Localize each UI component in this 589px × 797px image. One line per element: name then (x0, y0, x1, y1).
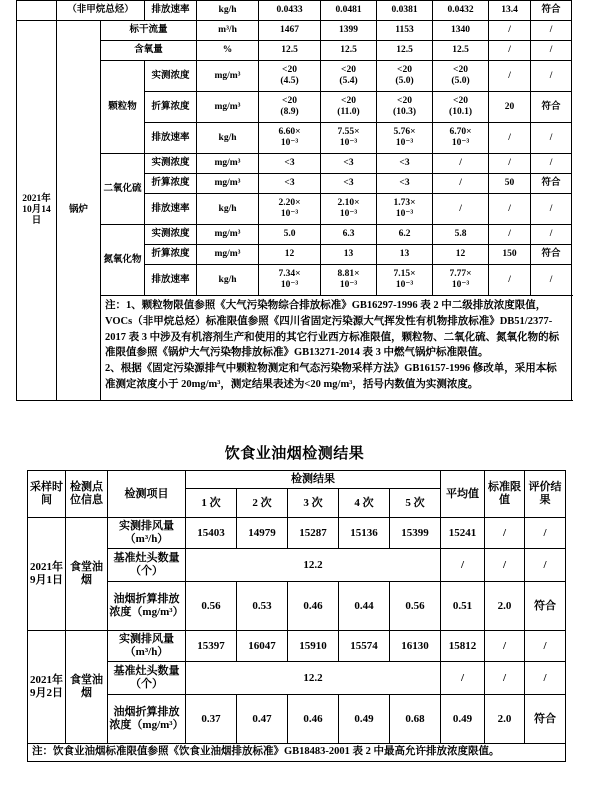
cooking-fume-table (27, 470, 566, 762)
cell-subvalue: (5.0) (451, 76, 470, 86)
value-cell: 0.56 (186, 582, 237, 631)
value-cell: 0.0433 (259, 1, 321, 21)
value-cell: 12.5 (433, 41, 489, 61)
value-cell: 14979 (237, 518, 288, 549)
value-cell: 7.15× 10⁻³ (377, 265, 433, 296)
blank-cell (17, 1, 57, 21)
table-row (28, 549, 566, 582)
value-cell: 1399 (321, 21, 377, 41)
value-cell: <3 (259, 154, 321, 174)
table-row (17, 41, 572, 61)
boiler-emission-table (16, 0, 572, 401)
cell-subvalue: (4.5) (280, 76, 299, 86)
value-cell: <20 (5.4) (321, 61, 377, 92)
header-date: 采样时间 (28, 471, 66, 518)
unit-cell: mg/m³ (197, 245, 259, 265)
sampling-date: 2021年9月2日 (28, 631, 66, 744)
value-cell: <3 (321, 174, 377, 194)
param-label: 实测浓度 (145, 154, 197, 174)
value-cell: 0.37 (186, 695, 237, 744)
table-row (28, 662, 566, 695)
average-cell: 0.51 (441, 582, 485, 631)
result-cell: 符合 (531, 1, 572, 21)
value-cell: 0.0432 (433, 1, 489, 21)
cooking-fume-note: 注：饮食业油烟标准限值参照《饮食业油烟排放标准》GB18483-2001 表 2 中最高允许排放浓度限值。 (28, 744, 566, 762)
limit-cell: / (489, 61, 531, 92)
value-cell: 15574 (339, 631, 390, 662)
value-cell: 0.47 (237, 695, 288, 744)
unit-cell: % (197, 41, 259, 61)
evaluation-cell: 符合 (525, 582, 566, 631)
table-row (28, 582, 566, 631)
limit-cell: 150 (489, 245, 531, 265)
result-cell: / (531, 225, 572, 245)
cell-subvalue: 10⁻³ (339, 209, 358, 219)
value-cell: 12.2 (186, 549, 441, 582)
value-cell: 1340 (433, 21, 489, 41)
value-cell: 1153 (377, 21, 433, 41)
header-run: 3 次 (288, 489, 339, 518)
header-evaluation: 评价结果 (525, 471, 566, 518)
value-cell: 15403 (186, 518, 237, 549)
value-cell: 7.55× 10⁻³ (321, 123, 377, 154)
average-cell: / (441, 549, 485, 582)
cell-subvalue: (5.0) (395, 76, 414, 86)
evaluation-cell: 符合 (525, 695, 566, 744)
value-cell: 2.20× 10⁻³ (259, 194, 321, 225)
table-row (17, 296, 572, 401)
boiler-table-note (101, 296, 572, 401)
limit-cell: / (485, 549, 525, 582)
value-cell: <20 (11.0) (321, 92, 377, 123)
value-cell: 7.34× 10⁻³ (259, 265, 321, 296)
value-cell: / (433, 174, 489, 194)
cell-subvalue: 10⁻³ (280, 138, 299, 148)
value-cell: 0.44 (339, 582, 390, 631)
param-label: 实测浓度 (145, 61, 197, 92)
value-cell: 12 (259, 245, 321, 265)
value-cell: 0.53 (237, 582, 288, 631)
table-row (28, 744, 566, 762)
limit-cell: / (485, 518, 525, 549)
average-cell: / (441, 662, 485, 695)
table-row (17, 154, 572, 174)
value-cell: 6.70× 10⁻³ (433, 123, 489, 154)
limit-cell: / (485, 662, 525, 695)
value-cell: 6.3 (321, 225, 377, 245)
value-cell: / (433, 194, 489, 225)
value-cell: 0.68 (390, 695, 441, 744)
param-label: 折算浓度 (145, 92, 197, 123)
value-cell: 0.0481 (321, 1, 377, 21)
result-cell: / (531, 123, 572, 154)
unit-cell: kg/h (197, 265, 259, 296)
cell-subvalue: 10⁻³ (451, 138, 470, 148)
value-cell: <20 (4.5) (259, 61, 321, 92)
header-results: 检测结果 (186, 471, 441, 489)
cell-subvalue: 10⁻³ (280, 280, 299, 290)
result-cell: 符合 (531, 174, 572, 194)
value-cell: 0.46 (288, 582, 339, 631)
item-label: 油烟折算排放浓度（mg/m³） (108, 695, 186, 744)
sampling-location: 锅炉 (57, 21, 101, 401)
cooking-fume-title: 饮食业油烟检测结果 (224, 446, 365, 462)
result-cell: / (531, 41, 572, 61)
evaluation-cell: / (525, 518, 566, 549)
sampling-date: 2021年9月1日 (28, 518, 66, 631)
cell-subvalue: 10⁻³ (339, 280, 358, 290)
unit-cell: mg/m³ (197, 92, 259, 123)
cell-subvalue: 10⁻³ (395, 209, 414, 219)
value-cell: 15287 (288, 518, 339, 549)
value-cell: 2.10× 10⁻³ (321, 194, 377, 225)
header-average: 平均值 (441, 471, 485, 518)
item-label: 实测排风量（m³/h） (108, 631, 186, 662)
limit-cell: 13.4 (489, 1, 531, 21)
item-label: 基准灶头数量（个） (108, 662, 186, 695)
item-label: 油烟折算排放浓度（mg/m³） (108, 582, 186, 631)
item-label: 实测排风量（m³/h） (108, 518, 186, 549)
value-cell: 6.60× 10⁻³ (259, 123, 321, 154)
note-line-1: 注：1、颗粒物限值参照《大气污染物综合排放标准》GB16297-1996 表 2 中二级排放浓度限值，VOCs（非甲烷总烃）标准限值参照《四川省固定污染源大气挥发性有机物排放标准》DB51/2377-2017 表 3 中涉及有机溶剂生产和使用的其它行业西方标准限值，颗粒物、二氧化硫、氮氧化物的标准限值参照《锅炉大气污染物排放标准》GB13271-2014 表 3 中燃气锅炉标准限值。 (105, 300, 560, 359)
limit-cell: / (489, 41, 531, 61)
cooking-fume-table-body (28, 471, 566, 762)
average-cell: 15812 (441, 631, 485, 662)
table-row (17, 225, 572, 245)
value-cell: <20 (5.0) (377, 61, 433, 92)
boiler-table-body (17, 1, 572, 401)
result-cell: / (531, 61, 572, 92)
value-cell: 12.5 (259, 41, 321, 61)
unit-cell: kg/h (197, 123, 259, 154)
value-cell: 1467 (259, 21, 321, 41)
value-cell: 13 (377, 245, 433, 265)
cell-subvalue: (10.3) (393, 107, 416, 117)
header-point: 检测点位信息 (66, 471, 108, 518)
limit-cell: 20 (489, 92, 531, 123)
limit-cell: / (489, 154, 531, 174)
value-cell: 0.0381 (377, 1, 433, 21)
table-row (28, 631, 566, 662)
limit-cell: / (485, 631, 525, 662)
value-cell: 5.76× 10⁻³ (377, 123, 433, 154)
evaluation-cell: / (525, 631, 566, 662)
value-cell: <20 (8.9) (259, 92, 321, 123)
cell-subvalue: 10⁻³ (451, 280, 470, 290)
value-cell: / (433, 154, 489, 174)
param-label: 实测浓度 (145, 225, 197, 245)
value-cell: <3 (377, 154, 433, 174)
param-label: 标干流量 (101, 21, 197, 41)
param-label: 折算浓度 (145, 174, 197, 194)
value-cell: <20 (10.1) (433, 92, 489, 123)
table-row (17, 1, 572, 21)
table-row (28, 518, 566, 549)
unit-cell: kg/h (197, 194, 259, 225)
param-label: 含氧量 (101, 41, 197, 61)
note-line-2: 2、根据《固定污染源排气中颗粒物测定和气态污染物采样方法》GB16157-1996 修改单，采用本标准测定浓度小于 20mg/m³，测定结果表述为<20 mg/m³，括号内数值为实测浓度。 (105, 363, 557, 390)
cell-subvalue: 10⁻³ (280, 209, 299, 219)
value-cell: <3 (259, 174, 321, 194)
param-label: 排放速率 (145, 123, 197, 154)
average-cell: 15241 (441, 518, 485, 549)
value-cell: 15397 (186, 631, 237, 662)
cell-subvalue: (11.0) (337, 107, 360, 117)
value-cell: 5.0 (259, 225, 321, 245)
sampling-point: 食堂油烟 (66, 518, 108, 631)
sampling-point: 食堂油烟 (66, 631, 108, 744)
limit-cell: / (489, 21, 531, 41)
value-cell: 7.77× 10⁻³ (433, 265, 489, 296)
unit-cell: mg/m³ (197, 174, 259, 194)
value-cell: <20 (10.3) (377, 92, 433, 123)
param-label: 排放速率 (145, 1, 197, 21)
table-row (28, 695, 566, 744)
header-run: 5 次 (390, 489, 441, 518)
average-cell: 0.49 (441, 695, 485, 744)
pollutant-label: 颗粒物 (101, 61, 145, 154)
evaluation-cell: / (525, 662, 566, 695)
value-cell: 6.2 (377, 225, 433, 245)
value-cell: 15910 (288, 631, 339, 662)
value-cell: 5.8 (433, 225, 489, 245)
header-item: 检测项目 (108, 471, 186, 518)
limit-cell: 50 (489, 174, 531, 194)
value-cell: 12.5 (321, 41, 377, 61)
result-cell: 符合 (531, 245, 572, 265)
value-cell: 12 (433, 245, 489, 265)
pollutant-label: 氮氧化物 (101, 225, 145, 296)
value-cell: 1.73× 10⁻³ (377, 194, 433, 225)
unit-cell: mg/m³ (197, 61, 259, 92)
value-cell: <3 (377, 174, 433, 194)
limit-cell: / (489, 225, 531, 245)
header-run: 4 次 (339, 489, 390, 518)
result-cell: / (531, 194, 572, 225)
cell-subvalue: 10⁻³ (395, 280, 414, 290)
value-cell: 0.49 (339, 695, 390, 744)
value-cell: <20 (5.0) (433, 61, 489, 92)
result-cell: / (531, 265, 572, 296)
value-cell: 0.56 (390, 582, 441, 631)
result-cell: / (531, 21, 572, 41)
value-cell: 12.2 (186, 662, 441, 695)
cell-subvalue: (10.1) (449, 107, 472, 117)
param-label: 排放速率 (145, 265, 197, 296)
value-cell: <3 (321, 154, 377, 174)
unit-cell: kg/h (197, 1, 259, 21)
cell-subvalue: 10⁻³ (339, 138, 358, 148)
value-cell: 16130 (390, 631, 441, 662)
value-cell: 12.5 (377, 41, 433, 61)
unit-cell: mg/m³ (197, 225, 259, 245)
pollutant-label: （非甲烷总烃） (57, 1, 145, 21)
limit-cell: 2.0 (485, 582, 525, 631)
value-cell: 16047 (237, 631, 288, 662)
value-cell: 15399 (390, 518, 441, 549)
cell-subvalue: (5.4) (339, 76, 358, 86)
param-label: 折算浓度 (145, 245, 197, 265)
item-label: 基准灶头数量（个） (108, 549, 186, 582)
pollutant-label: 二氧化硫 (101, 154, 145, 225)
evaluation-cell: / (525, 549, 566, 582)
header-run: 1 次 (186, 489, 237, 518)
limit-cell: / (489, 123, 531, 154)
result-cell: 符合 (531, 92, 572, 123)
header-run: 2 次 (237, 489, 288, 518)
header-limit: 标准限值 (485, 471, 525, 518)
cell-subvalue: (8.9) (280, 107, 299, 117)
result-cell: / (531, 154, 572, 174)
table-row (17, 21, 572, 41)
sampling-date: 2021年10月14日 (17, 21, 57, 401)
unit-cell: m³/h (197, 21, 259, 41)
value-cell: 8.81× 10⁻³ (321, 265, 377, 296)
limit-cell: 2.0 (485, 695, 525, 744)
table-row (28, 471, 566, 489)
cell-subvalue: 10⁻³ (395, 138, 414, 148)
limit-cell: / (489, 194, 531, 225)
value-cell: 0.46 (288, 695, 339, 744)
limit-cell: / (489, 265, 531, 296)
value-cell: 15136 (339, 518, 390, 549)
param-label: 排放速率 (145, 194, 197, 225)
value-cell: 13 (321, 245, 377, 265)
unit-cell: mg/m³ (197, 154, 259, 174)
table-row (17, 61, 572, 92)
